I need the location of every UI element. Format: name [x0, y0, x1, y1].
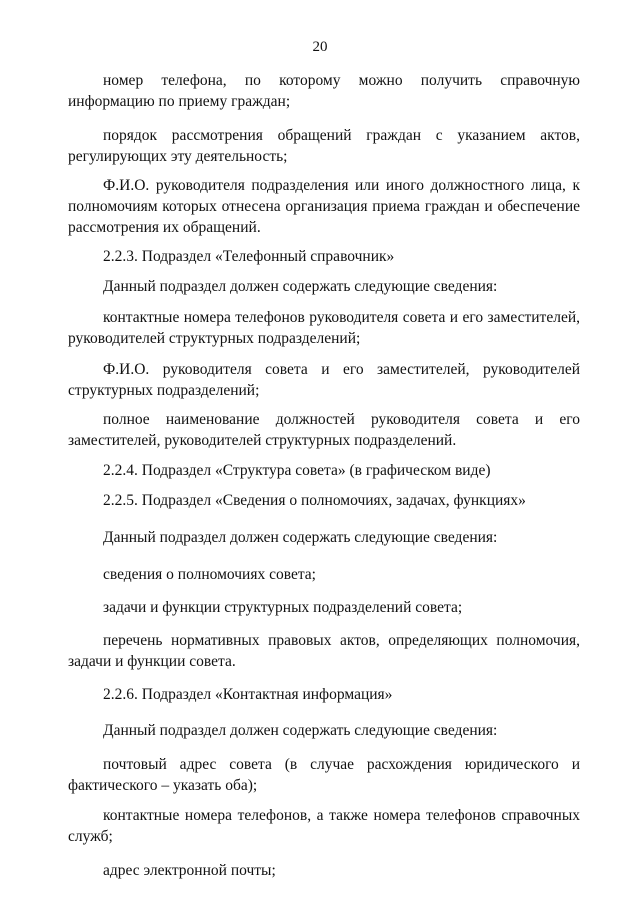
paragraph: Данный подраздел должен содержать следующие сведения:	[103, 529, 498, 546]
paragraph: Ф.И.О. руководителя подразделения или иного должностного лица, к полномочиям которых отнесена организация приема граждан и обеспечение рассмотрения их обращений.	[68, 177, 580, 236]
paragraph: Данный подраздел должен содержать следующие сведения:	[103, 722, 498, 739]
paragraph: контактные номера телефонов руководителя совета и его заместителей, руководителей структурных подразделений;	[68, 309, 580, 347]
paragraph: адрес электронной почты;	[103, 862, 276, 879]
section-heading: 2.2.5. Подраздел «Сведения о полномочиях, задачах, функциях»	[103, 492, 526, 509]
section-heading: 2.2.6. Подраздел «Контактная информация»	[103, 686, 393, 703]
paragraph: номер телефона, по которому можно получить справочную информацию по приему граждан;	[68, 72, 580, 110]
page-number: 20	[312, 39, 328, 55]
paragraph: Ф.И.О. руководителя совета и его заместителей, руководителей структурных подразделений;	[68, 361, 580, 399]
paragraph: полное наименование должностей руководителя совета и его заместителей, руководителей структурных подразделений.	[68, 411, 580, 449]
paragraph: почтовый адрес совета (в случае расхождения юридического и фактического – указать оба);	[68, 756, 580, 794]
paragraph: задачи и функции структурных подразделений совета;	[103, 599, 463, 616]
paragraph: сведения о полномочиях совета;	[103, 566, 316, 583]
paragraph: контактные номера телефонов, а также номера телефонов справочных служб;	[68, 807, 580, 845]
section-heading: 2.2.3. Подраздел «Телефонный справочник»	[103, 248, 395, 265]
section-heading: 2.2.4. Подраздел «Структура совета» (в графическом виде)	[103, 462, 491, 479]
paragraph: Данный подраздел должен содержать следующие сведения:	[103, 278, 498, 295]
paragraph: перечень нормативных правовых актов, определяющих полномочия, задачи и функции совета.	[68, 632, 580, 670]
paragraph: порядок рассмотрения обращений граждан с указанием актов, регулирующих эту деятельность;	[68, 127, 580, 165]
